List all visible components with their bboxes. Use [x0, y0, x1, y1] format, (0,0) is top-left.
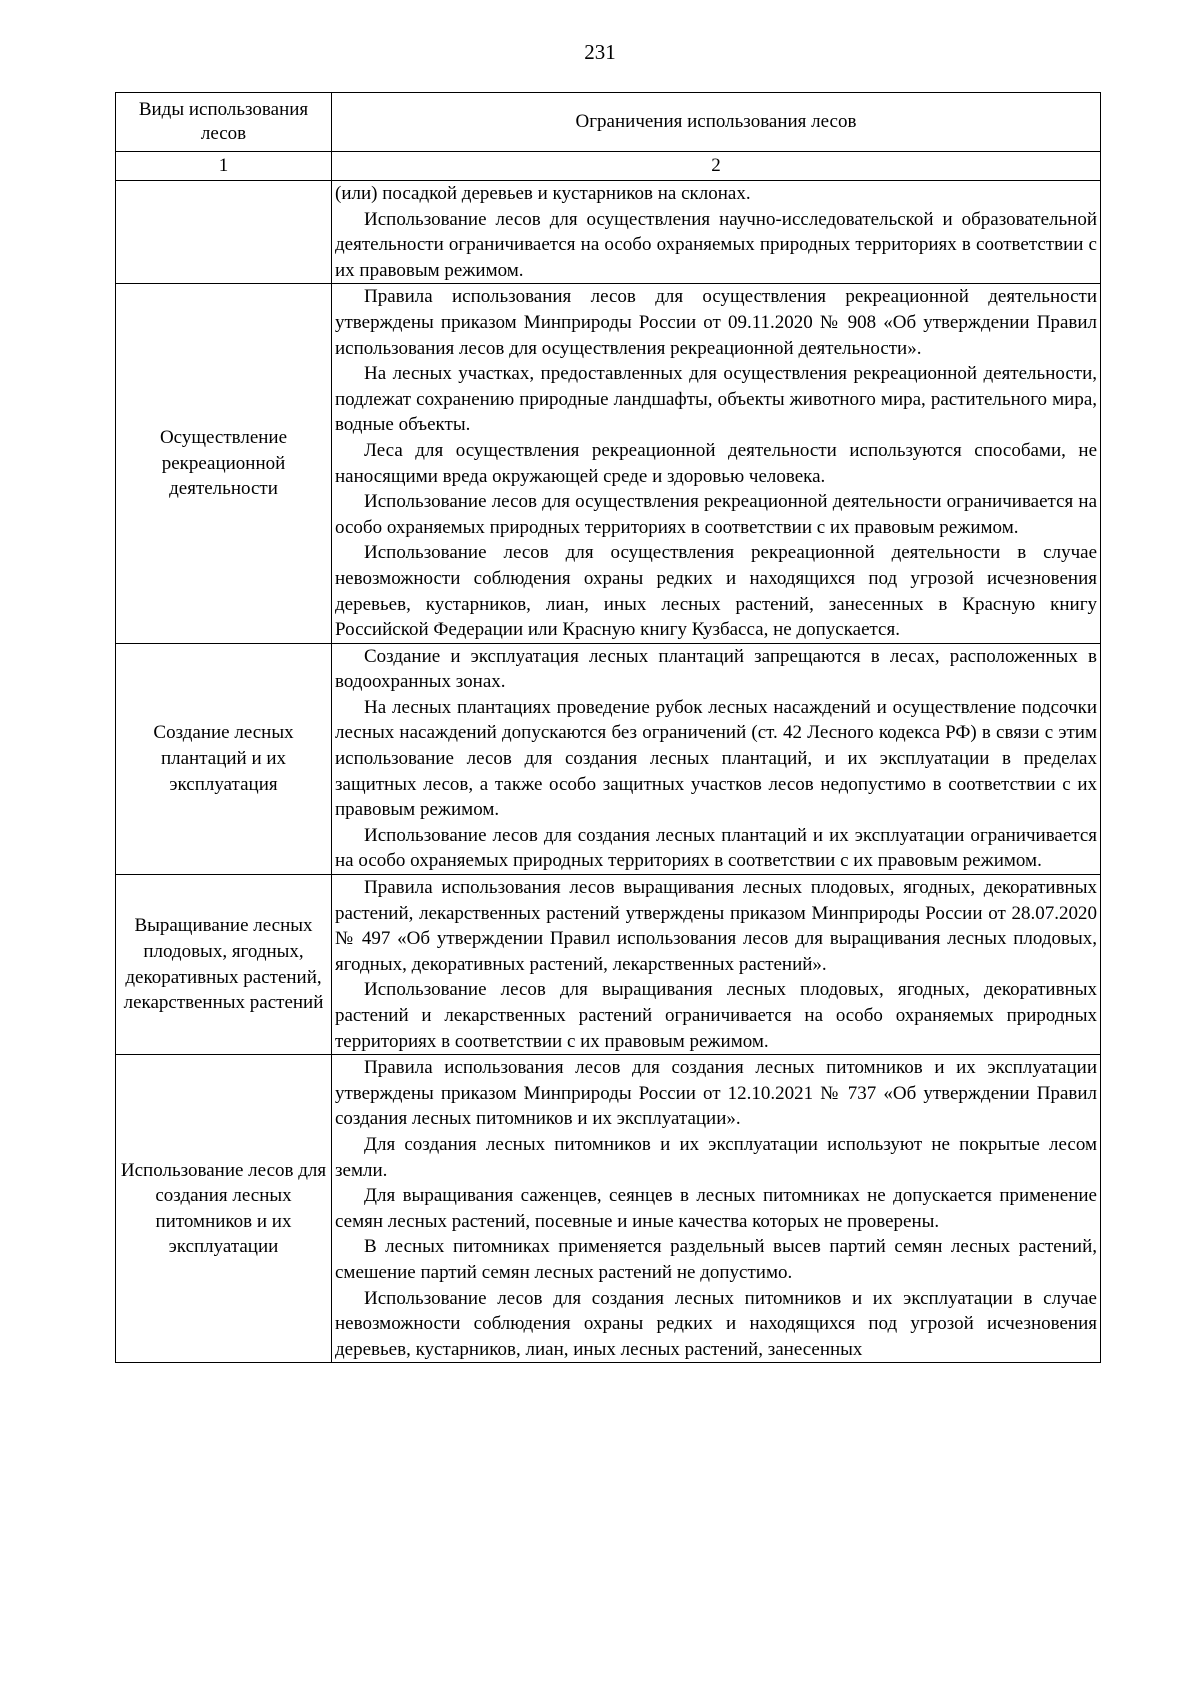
usage-type-cell: Использование лесов для создания лесных питомников и их эксплуатации [116, 1055, 332, 1363]
restriction-paragraph: На лесных плантациях проведение рубок лесных насаждений и осуществление подсочки лесных насаждений допускаются без ограничений (ст. 42 Лесного кодекса РФ) в связи с этим использование лесов для создания лесных плантаций, и их эксплуатации в пределах защитных лесов, а также особо защитных участков лесов недопустимо в соответствии с их правовым режимом. [335, 696, 1097, 821]
column-number-row [116, 152, 1101, 181]
restrictions-cell [332, 875, 1101, 1055]
restriction-paragraph: В лесных питомниках применяется раздельный высев партий семян лесных растений, смешение партий семян лесных растений не допустимо. [335, 1236, 1097, 1283]
restriction-paragraph: (или) посадкой деревьев и кустарников на склонах. [335, 183, 751, 204]
table-header-row [116, 93, 1101, 152]
restriction-paragraph: Использование лесов для создания лесных плантаций и их эксплуатации ограничивается на особо охраняемых природных территориях в соответствии с их правовым режимом. [335, 824, 1097, 872]
header-restrictions: Ограничения использования лесов [332, 93, 1101, 152]
table-row [116, 181, 1101, 284]
table-row [116, 643, 1101, 874]
restriction-paragraph: Для создания лесных питомников и их эксплуатации используют не покрытые лесом земли. [335, 1133, 1097, 1181]
restrictions-cell [332, 181, 1101, 284]
column-number-2: 2 [332, 152, 1101, 181]
restrictions-cell [332, 643, 1101, 874]
table-row [116, 1055, 1101, 1363]
restriction-paragraph: Использование лесов для осуществления научно-исследовательской и образовательной деятельности ограничивается на особо охраняемых природных территориях в соответствии с их правовым режимом. [335, 208, 1097, 281]
usage-type-cell: Создание лесных плантаций и их эксплуатация [116, 643, 332, 874]
usage-type-cell: Выращивание лесных плодовых, ягодных, декоративных растений, лекарственных растений [116, 875, 332, 1055]
restriction-paragraph: Правила использования лесов выращивания лесных плодовых, ягодных, декоративных растений, лекарственных растений утверждены приказом Минприроды России от 28.07.2020 № 497 «Об утверждении Правил использования лесов для выращивания лесных плодовых, ягодных, декоративных растений, лекарственных растений». [335, 877, 1097, 975]
restriction-paragraph: Правила использования лесов для создания лесных питомников и их эксплуатации утверждены приказом Минприроды России от 12.10.2021 № 737 «Об утверждении Правил создания лесных питомников и их эксплуатации». [335, 1057, 1097, 1130]
restriction-paragraph: Использование лесов для создания лесных питомников и их эксплуатации в случае невозможности соблюдения охраны редких и находящихся под угрозой исчезновения деревьев, кустарников, лиан, иных лесных растений, занесенных [335, 1287, 1097, 1360]
restriction-paragraph: Использование лесов для осуществления рекреационной деятельности в случае невозможности соблюдения охраны редких и находящихся под угрозой исчезновения деревьев, кустарников, лиан, иных лесных растений, занесенных в Красную книгу Российской Федерации или Красную книгу Кузбасса, не допускается. [335, 542, 1097, 641]
column-number-1: 1 [116, 152, 332, 181]
restriction-paragraph: Использование лесов для выращивания лесных плодовых, ягодных, декоративных растений и лекарственных растений ограничивается на особо охраняемых природных территориях в соответствии с их правовым режимом. [335, 979, 1097, 1052]
usage-type-cell: Осуществление рекреационной деятельности [116, 284, 332, 643]
table-row [116, 284, 1101, 643]
restrictions-table [115, 92, 1101, 1363]
usage-type-cell [116, 181, 332, 284]
restriction-paragraph: Использование лесов для осуществления рекреационной деятельности ограничивается на особо охраняемых природных территориях в соответствии с их правовым режимом. [335, 491, 1097, 538]
restriction-paragraph: На лесных участках, предоставленных для осуществления рекреационной деятельности, подлежат сохранению природные ландшафты, объекты животного мира, растительного мира, водные объекты. [335, 363, 1097, 436]
restriction-paragraph: Для выращивания саженцев, сеянцев в лесных питомниках не допускается применение семян лесных растений, посевные и иные качества которых не проверены. [335, 1185, 1097, 1232]
restriction-paragraph: Правила использования лесов для осуществления рекреационной деятельности утверждены приказом Минприроды России от 09.11.2020 № 908 «Об утверждении Правил использования лесов для осуществления рекреационной деятельности». [335, 286, 1097, 359]
table-row [116, 875, 1101, 1055]
restriction-paragraph: Создание и эксплуатация лесных плантаций запрещаются в лесах, расположенных в водоохранных зонах. [335, 645, 1097, 693]
restriction-paragraph: Леса для осуществления рекреационной деятельности используются способами, не наносящими вреда окружающей среде и здоровью человека. [335, 439, 1097, 487]
restrictions-cell [332, 284, 1101, 643]
header-usage-type: Виды использования лесов [116, 93, 332, 152]
restrictions-cell [332, 1055, 1101, 1363]
page-number: 231 [584, 40, 616, 64]
